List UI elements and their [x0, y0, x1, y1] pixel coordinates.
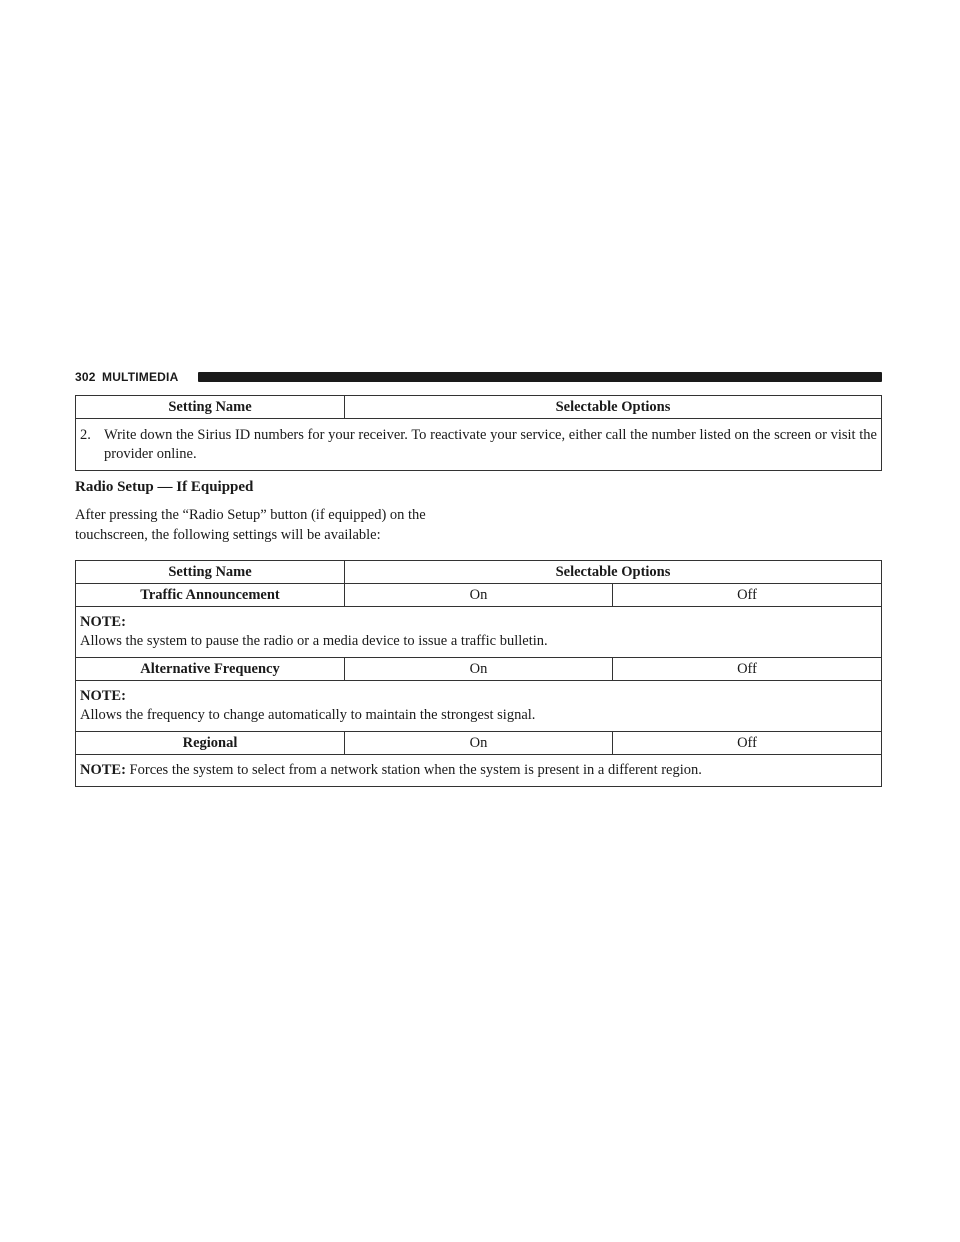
- setting-name: Regional: [76, 732, 345, 755]
- column-header-options: Selectable Options: [345, 396, 882, 419]
- table-header-row: [76, 561, 882, 584]
- option-on: On: [345, 732, 613, 755]
- setting-name: Alternative Frequency: [76, 658, 345, 681]
- note-label: NOTE:: [80, 762, 126, 778]
- step-cell: [76, 419, 882, 471]
- option-on: On: [345, 658, 613, 681]
- radio-setup-table: [75, 560, 882, 787]
- page-number: 302: [75, 370, 96, 384]
- note-text: Allows the frequency to change automatically to maintain the strongest signal.: [80, 707, 536, 723]
- note-row: [76, 681, 882, 732]
- column-header-setting: Setting Name: [76, 561, 345, 584]
- note-row: [76, 607, 882, 658]
- note-text: Forces the system to select from a network station when the system is present in a different region.: [129, 762, 702, 778]
- table-header-row: [76, 396, 882, 419]
- section-title: MULTIMEDIA: [102, 370, 179, 384]
- page-header: [75, 369, 882, 385]
- numbered-step: [80, 426, 877, 464]
- section-heading: Radio Setup — If Equipped: [75, 479, 254, 495]
- intro-paragraph: After pressing the “Radio Setup” button (if equipped) on the touchscreen, the following settings will be available:: [75, 507, 426, 543]
- table-row: [76, 584, 882, 607]
- note-cell: [76, 755, 882, 787]
- note-cell: [76, 607, 882, 658]
- table-row: [76, 732, 882, 755]
- option-off: Off: [613, 584, 882, 607]
- option-off: Off: [613, 658, 882, 681]
- column-header-setting: Setting Name: [76, 396, 345, 419]
- option-on: On: [345, 584, 613, 607]
- option-off: Off: [613, 732, 882, 755]
- note-row: [76, 755, 882, 787]
- table-row: [76, 658, 882, 681]
- note-label: NOTE:: [80, 614, 126, 630]
- note-label: NOTE:: [80, 688, 126, 704]
- note-cell: [76, 681, 882, 732]
- setting-name: Traffic Announcement: [76, 584, 345, 607]
- column-header-options: Selectable Options: [345, 561, 882, 584]
- step-number: 2.: [80, 427, 91, 443]
- header-rule: [198, 372, 882, 382]
- step-text: Write down the Sirius ID numbers for your receiver. To reactivate your service, either call the number listed on the screen or visit the provider online.: [104, 427, 877, 462]
- sirius-settings-table: [75, 395, 882, 471]
- note-text: Allows the system to pause the radio or a media device to issue a traffic bulletin.: [80, 633, 548, 649]
- table-row: [76, 419, 882, 471]
